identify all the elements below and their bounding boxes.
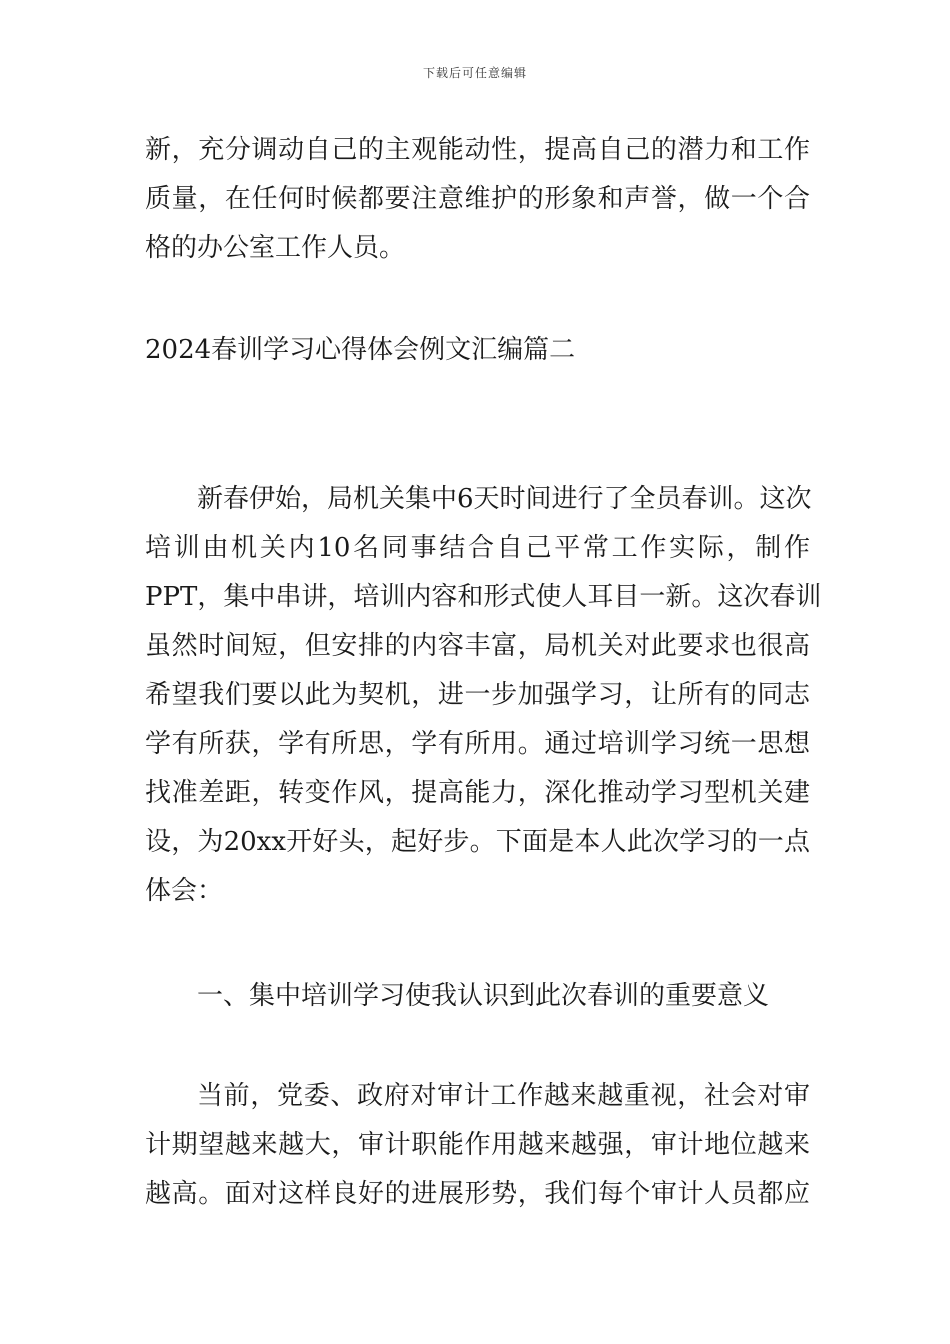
text-line: 格的办公室工作人员。: [145, 233, 406, 263]
text-line: PPT，集中串讲，培训内容和形式使人耳目一新。这次春训: [145, 582, 822, 612]
text-line: 学有所获，学有所思，学有所用。通过培训学习统一思想: [145, 729, 810, 759]
text-line: 培训由机关内10名同事结合自己平常工作实际，制作: [145, 533, 810, 563]
page-header-watermark: 下载后可任意编辑: [422, 66, 527, 80]
text-line: 新春伊始，局机关集中6天时间进行了全员春训。这次: [197, 484, 812, 514]
text-line: 虽然时间短，但安排的内容丰富，局机关对此要求也很高: [145, 631, 810, 661]
text-line: 质量，在任何时候都要注意维护的形象和声誉，做一个合: [145, 184, 810, 214]
text-line: 希望我们要以此为契机，进一步加强学习，让所有的同志: [145, 680, 810, 710]
section-title: 2024春训学习心得体会例文汇编篇二: [145, 335, 576, 365]
text-line: 设，为20xx开好头，起好步。下面是本人此次学习的一点: [145, 827, 810, 857]
text-line: 找准差距，转变作风，提高能力，深化推动学习型机关建: [145, 778, 810, 808]
paragraph-audit: [145, 1072, 810, 1219]
paragraph-spring-training: [145, 475, 822, 916]
sub-heading: 一、集中培训学习使我认识到此次春训的重要意义: [197, 981, 770, 1011]
text-line: 当前，党委、政府对审计工作越来越重视，社会对审: [197, 1081, 810, 1111]
paragraph-intro-tail: [145, 126, 810, 273]
text-line: 新，充分调动自己的主观能动性，提高自己的潜力和工作: [145, 135, 810, 165]
text-line: 体会：: [145, 876, 224, 906]
text-line: 越高。面对这样良好的进展形势，我们每个审计人员都应: [145, 1179, 810, 1209]
text-line: 计期望越来越大，审计职能作用越来越强，审计地位越来: [145, 1130, 810, 1160]
